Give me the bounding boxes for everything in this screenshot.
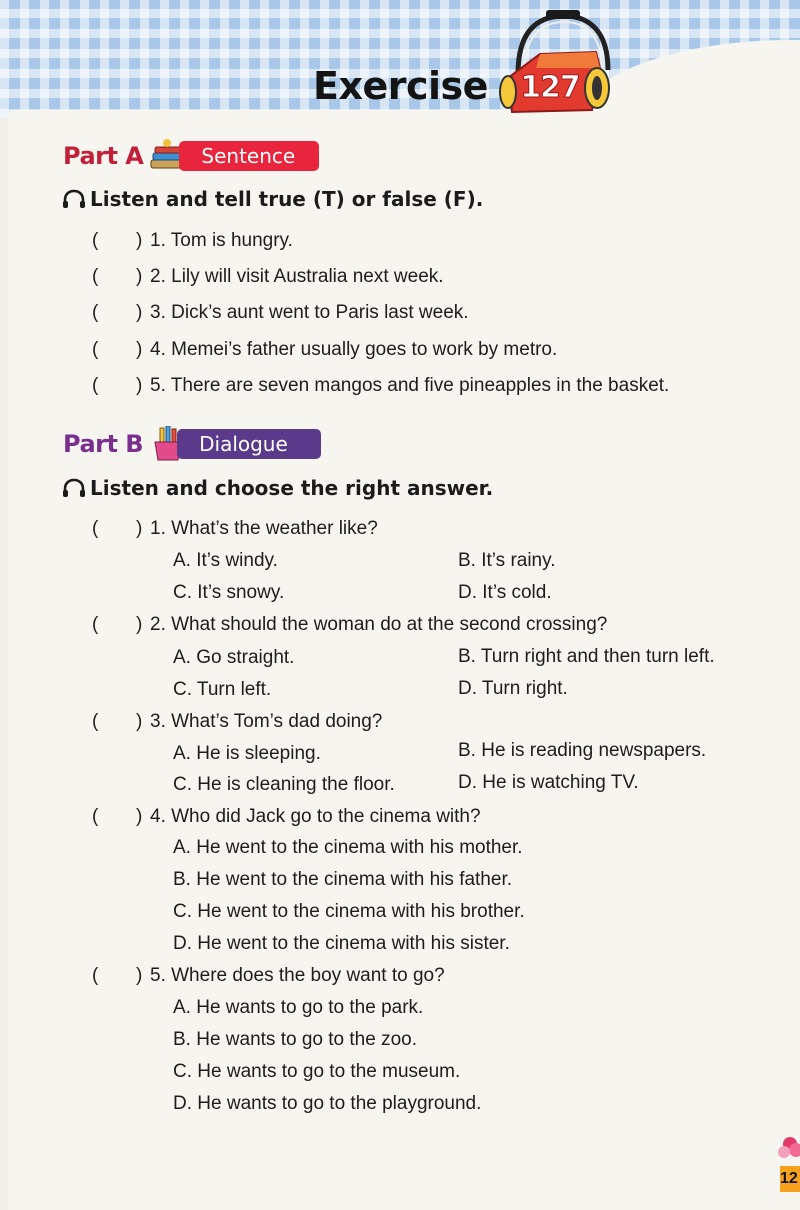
answer-blank-open: ( bbox=[92, 711, 99, 732]
part-b-heading bbox=[63, 426, 321, 462]
option: C. He is cleaning the floor. bbox=[173, 774, 395, 795]
exercise-number: 127 bbox=[520, 70, 580, 105]
option: D. He went to the cinema with his sister. bbox=[173, 933, 510, 954]
option: D. It’s cold. bbox=[458, 582, 552, 603]
part-b-tag: Dialogue bbox=[177, 429, 321, 459]
statement-text: 2. Lily will visit Australia next week. bbox=[150, 266, 444, 287]
answer-blank-close: ) bbox=[136, 614, 143, 635]
part-a-item bbox=[92, 375, 669, 397]
part-a-item bbox=[92, 266, 444, 288]
part-a-instruction bbox=[62, 187, 483, 211]
question-5 bbox=[92, 965, 445, 987]
answer-blank-open: ( bbox=[92, 375, 99, 396]
part-b-instruction bbox=[62, 476, 493, 500]
option: A. He is sleeping. bbox=[173, 743, 321, 764]
question-4 bbox=[92, 806, 481, 828]
question-text: 5. Where does the boy want to go? bbox=[150, 965, 445, 986]
part-a-label: Part A bbox=[63, 142, 144, 170]
answer-blank-open: ( bbox=[92, 614, 99, 635]
part-a-item bbox=[92, 339, 557, 361]
answer-blank-open: ( bbox=[92, 339, 99, 360]
option: C. Turn left. bbox=[173, 679, 272, 700]
answer-blank-close: ) bbox=[136, 518, 143, 539]
answer-blank-close: ) bbox=[136, 302, 143, 323]
option: D. He wants to go to the playground. bbox=[173, 1093, 482, 1114]
option: C. He went to the cinema with his brother. bbox=[173, 901, 525, 922]
question-1 bbox=[92, 518, 378, 540]
question-text: 3. What’s Tom’s dad doing? bbox=[150, 711, 383, 732]
statement-text: 4. Memei’s father usually goes to work by metro. bbox=[150, 339, 558, 360]
option: D. Turn right. bbox=[458, 678, 568, 699]
option: B. He went to the cinema with his father. bbox=[173, 869, 513, 890]
headphones-icon bbox=[62, 189, 86, 209]
option: A. He wants to go to the park. bbox=[173, 997, 424, 1018]
question-text: 1. What’s the weather like? bbox=[150, 518, 378, 539]
question-2 bbox=[92, 614, 607, 636]
part-a-instruction-text: Listen and tell true (T) or false (F). bbox=[90, 187, 484, 211]
answer-blank-open: ( bbox=[92, 518, 99, 539]
answer-blank-close: ) bbox=[136, 711, 143, 732]
question-text: 2. What should the woman do at the second crossing? bbox=[150, 614, 608, 635]
answer-blank-close: ) bbox=[136, 965, 143, 986]
answer-blank-close: ) bbox=[136, 806, 143, 827]
page-number: 12 bbox=[780, 1166, 800, 1192]
option: A. He went to the cinema with his mother. bbox=[173, 837, 523, 858]
answer-blank-close: ) bbox=[136, 266, 143, 287]
part-a-item bbox=[92, 302, 469, 324]
answer-blank-close: ) bbox=[136, 339, 143, 360]
option: A. Go straight. bbox=[173, 647, 295, 668]
option: B. He is reading newspapers. bbox=[458, 740, 707, 761]
answer-blank-open: ( bbox=[92, 266, 99, 287]
statement-text: 5. There are seven mangos and five pineapples in the basket. bbox=[150, 375, 670, 396]
option: B. He wants to go to the zoo. bbox=[173, 1029, 417, 1050]
option: B. Turn right and then turn left. bbox=[458, 646, 715, 667]
option: B. It’s rainy. bbox=[458, 550, 556, 571]
answer-blank-open: ( bbox=[92, 806, 99, 827]
answer-blank-open: ( bbox=[92, 302, 99, 323]
question-text: 4. Who did Jack go to the cinema with? bbox=[150, 806, 481, 827]
answer-blank-open: ( bbox=[92, 965, 99, 986]
page-title: Exercise bbox=[313, 64, 488, 108]
part-b-label: Part B bbox=[63, 430, 144, 458]
headphones-icon bbox=[62, 478, 86, 498]
option: A. It’s windy. bbox=[173, 550, 278, 571]
option: C. He wants to go to the museum. bbox=[173, 1061, 461, 1082]
option: C. It’s snowy. bbox=[173, 582, 285, 603]
statement-text: 3. Dick’s aunt went to Paris last week. bbox=[150, 302, 469, 323]
part-a-tag: Sentence bbox=[179, 141, 319, 171]
exercise-badge bbox=[496, 8, 624, 120]
answer-blank-open: ( bbox=[92, 230, 99, 251]
part-a-heading bbox=[63, 138, 319, 174]
question-3 bbox=[92, 711, 382, 733]
answer-blank-close: ) bbox=[136, 375, 143, 396]
answer-blank-close: ) bbox=[136, 230, 143, 251]
statement-text: 1. Tom is hungry. bbox=[150, 230, 293, 251]
part-b-instruction-text: Listen and choose the right answer. bbox=[90, 476, 494, 500]
option: D. He is watching TV. bbox=[458, 772, 639, 793]
part-a-item bbox=[92, 230, 293, 252]
